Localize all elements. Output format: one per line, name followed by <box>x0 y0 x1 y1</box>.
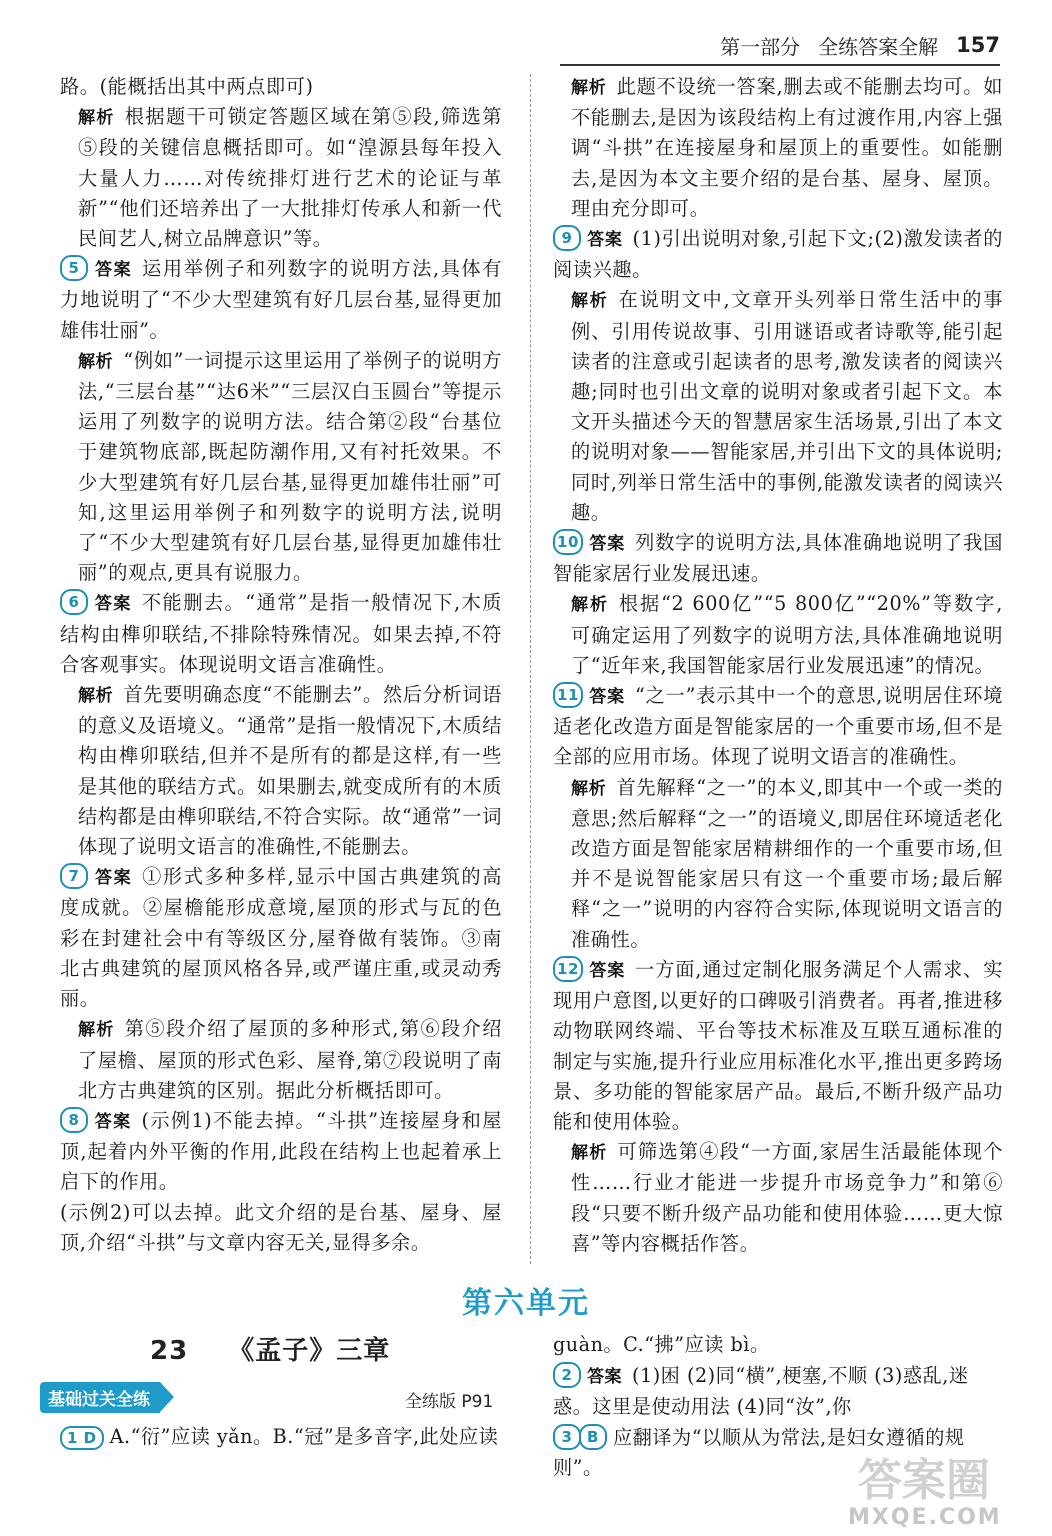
item-text: (示例1)不能去掉。“斗拱”连接屋身和屋顶,起着内外平衡的作用,此段在结构上也起着承上启下的作用。 <box>60 1108 502 1194</box>
answer-label: 答案 <box>94 868 133 889</box>
item-text: (1)引出说明对象,引起下文;(2)激发读者的阅读兴趣。 <box>553 227 1003 282</box>
page-header <box>720 28 1000 62</box>
item-text: 首先解释“之一”的本义,即其中一个或一类的意思;然后解释“之一”的语境义,即居住环境适老化改造方面是智能家居精耕细作的一个重要市场,但并不是说智能家居只有这一个重要市场;最后解释“之一”说明的内容符合实际,体现说明文语言的准确性。 <box>571 775 1003 951</box>
watermark-logo <box>838 1444 1018 1530</box>
right-column <box>553 72 1003 1259</box>
item-text: 应翻译为“以顺从为常法,是妇女遵循的规则”。 <box>553 1425 965 1479</box>
item-text: (1)困 (2)同“横”,梗塞,不顺 (3)惑乱,迷惑。这里是使动用法 (4)同“汝”,你 <box>553 1363 969 1418</box>
answer-item <box>553 955 1003 1137</box>
item-text: 在说明文中,文章开头列举日常生活中的事例、引用传说故事、引用谜语或者诗歌等,能引起读者的注意或引起读者的思考,激发读者的阅读兴趣;同时也引出文章的说明对象或者引起下文。本文开头描述今天的智慧居家生活场景,引出了本文的说明对象——智能家居,并引出下文的具体说明;同时,列举日常生活中的事例,能激发读者的阅读兴趣。 <box>571 288 1003 524</box>
explanation-label: 解析 <box>78 108 115 129</box>
answer-badge: 1 D <box>60 1426 104 1450</box>
explanation-item <box>553 589 1003 681</box>
item-text: “之一”表示其中一个的意思,说明居住环境适老化改造方面是智能家居的一个重要市场,但不是全部的应用市场。体现了说明文语言的准确性。 <box>553 684 1003 769</box>
item-text: (示例2)可以去掉。此文介绍的是台基、屋身、屋顶,介绍“斗拱”与文章内容无关,显得多余。 <box>60 1200 502 1254</box>
bottom-left-answer <box>60 1422 510 1452</box>
chapter-number: 23 <box>150 1336 189 1366</box>
answer-item <box>553 224 1003 285</box>
item-text: 不能删去。“通常”是指一般情况下,木质结构由榫卯联结,不排除特殊情况。如果去掉,不符合客观事实。体现说明文语言准确性。 <box>60 591 502 676</box>
practice-tag-bar <box>40 1382 160 1412</box>
answer-item <box>60 254 502 346</box>
explanation-label: 解析 <box>571 78 607 98</box>
explanation-item <box>60 1014 502 1106</box>
question-number: 11 <box>553 682 583 708</box>
answer-label: 答案 <box>587 230 623 251</box>
answer-item <box>553 528 1003 589</box>
answer-label: 答案 <box>94 1111 132 1132</box>
watermark-mark: 答案圈 <box>858 1455 990 1506</box>
question-number: 6 <box>60 589 88 615</box>
item-text: 可筛选第④段“一方面,家居生活最能体现个性……行业才能进一步提升市场竞争力”和第⑥段“只要不断升级产品功能和使用体验……更大惊喜”等内容概括作答。 <box>571 1140 1003 1255</box>
explanation-item <box>60 346 502 589</box>
answer-label: 答案 <box>589 960 626 981</box>
item-text: 根据题干可锁定答题区域在第⑤段,筛选第⑤段的关键信息概括即可。如“湟源县每年投入大量人力……对传统排灯进行艺术的论证与革新”“他们还培养出了一大批排灯传承人和新一代民间艺人,树立品牌意识”等。 <box>78 105 502 251</box>
question-number: 9 <box>553 225 581 251</box>
explanation-item <box>553 1137 1003 1259</box>
chapter-title <box>150 1330 390 1367</box>
item-text: 首先要明确态度“不能删去”。然后分析词语的意义及语境义。“通常”是指一般情况下,木质结构由榫卯联结,但并不是所有的都是这样,有一些是其他的联结方式。如果删去,就变成所有的木质结构都是由榫卯联结,不符合实际。故“通常”一词体现了说明文语言的准确性,不能删去。 <box>78 683 502 859</box>
explanation-label: 解析 <box>571 1143 608 1164</box>
explanation-item <box>553 773 1003 955</box>
answer-label: 答案 <box>94 594 132 615</box>
header-section: 第一部分 <box>720 34 801 59</box>
answer-label: 答案 <box>94 260 133 281</box>
header-subtitle: 全练答案全解 <box>818 34 939 59</box>
answer-item <box>60 1106 502 1198</box>
explanation-label: 解析 <box>78 1020 115 1041</box>
header-rule <box>560 64 1000 66</box>
explanation-label: 解析 <box>78 351 114 372</box>
answer-letter: B <box>579 1424 607 1450</box>
answer-label: 答案 <box>589 534 626 555</box>
item-text: 一方面,通过定制化服务满足个人需求、实现用户意图,以更好的口碑吸引消费者。再者,推进移动物联网终端、平台等技术标准及互联互通标准的制定与实施,提升行业应用标准化水平,推出更多跨场景、多功能的智能家居产品。最后,不断升级产品功能和使用体验。 <box>553 957 1004 1133</box>
item-text: 根据“2 600亿”“5 800亿”“20%”等数字,可确定运用了列数字的说明方法,具体准确地说明了“近年来,我国智能家居行业发展迅速”的情况。 <box>571 592 1003 677</box>
answer-item <box>60 588 502 680</box>
column-divider <box>530 74 531 1264</box>
answer-item <box>60 862 502 1014</box>
question-number: 12 <box>553 956 583 982</box>
page-number: 157 <box>956 33 1000 57</box>
text-item <box>60 72 502 102</box>
text-item <box>553 1330 1003 1361</box>
question-number: 5 <box>60 255 88 281</box>
question-number: 10 <box>553 529 583 555</box>
item-text: “例如”一词提示这里运用了举例子的说明方法,“三层台基”“达6米”“三层汉白玉圆台”等提示运用了列数字的说明方法。结合第②段“台基位于建筑物底部,既起防潮作用,又有衬托效果。不少大型建筑有好几层台基,显得更加雄伟壮丽”可知,这里运用举例子和列数字的说明方法,说明了“不少大型建筑有好几层台基,显得更加雄伟壮丽”的观点,更具有说服力。 <box>78 348 502 585</box>
explanation-label: 解析 <box>78 686 114 707</box>
explanation-label: 解析 <box>571 778 607 799</box>
item-text: 列数字的说明方法,具体准确地说明了我国智能家居行业发展迅速。 <box>553 531 1004 586</box>
answer-item <box>553 1361 1003 1423</box>
item-text: 运用举例子和列数字的说明方法,具体有力地说明了“不少大型建筑有好几层台基,显得更加雄伟壮丽”。 <box>60 257 502 342</box>
unit-title: 第六单元 <box>462 1286 590 1321</box>
answer-text: A.“衍”应读 yǎn。B.“冠”是多音字,此处应读 <box>109 1425 499 1448</box>
explanation-item <box>553 72 1003 224</box>
question-number: 3 <box>553 1424 581 1450</box>
answer-label: 答案 <box>589 687 625 708</box>
explanation-label: 解析 <box>571 595 609 616</box>
item-text: guàn。C.“拂”应读 bì。 <box>553 1333 770 1356</box>
answer-item <box>553 681 1003 773</box>
practice-ref: 全练版 P91 <box>405 1392 494 1412</box>
left-column <box>60 72 502 1258</box>
item-text: ①形式多种多样,显示中国古典建筑的高度成就。②屋檐能形成意境,屋顶的形式与瓦的色彩在封建社会中有等级区分,屋脊做有装饰。③南北古典建筑的屋顶风格各异,或严谨庄重,或灵动秀丽。 <box>60 865 502 1011</box>
question-number: 8 <box>60 1107 88 1133</box>
item-text: 路。(能概括出其中两点即可) <box>60 75 314 98</box>
item-text: 此题不设统一答案,删去或不能删去均可。如不能删去,是因为该段结构上有过渡作用,内容上强调“斗拱”在连接屋身和屋顶上的重要性。如能删去,是因为本文主要介绍的是台基、屋身、屋顶。理由充分即可。 <box>571 75 1003 220</box>
question-number: 7 <box>60 863 88 889</box>
watermark-url: MXQE.COM <box>848 1505 1002 1530</box>
item-text: 第⑤段介绍了屋顶的多种形式,第⑥段介绍了屋檐、屋顶的形式色彩、屋脊,第⑦段说明了南北方古典建筑的区别。据此分析概括即可。 <box>78 1017 502 1102</box>
explanation-item <box>60 102 502 254</box>
explanation-item <box>60 680 502 862</box>
explanation-item <box>553 285 1003 528</box>
answer-label: 答案 <box>587 1366 622 1387</box>
explanation-label: 解析 <box>571 291 609 312</box>
question-number: 2 <box>553 1362 581 1388</box>
practice-tag: 基础过关全练 <box>40 1382 160 1413</box>
chapter-name: 《孟子》三章 <box>228 1336 391 1366</box>
text-item <box>60 1198 502 1258</box>
